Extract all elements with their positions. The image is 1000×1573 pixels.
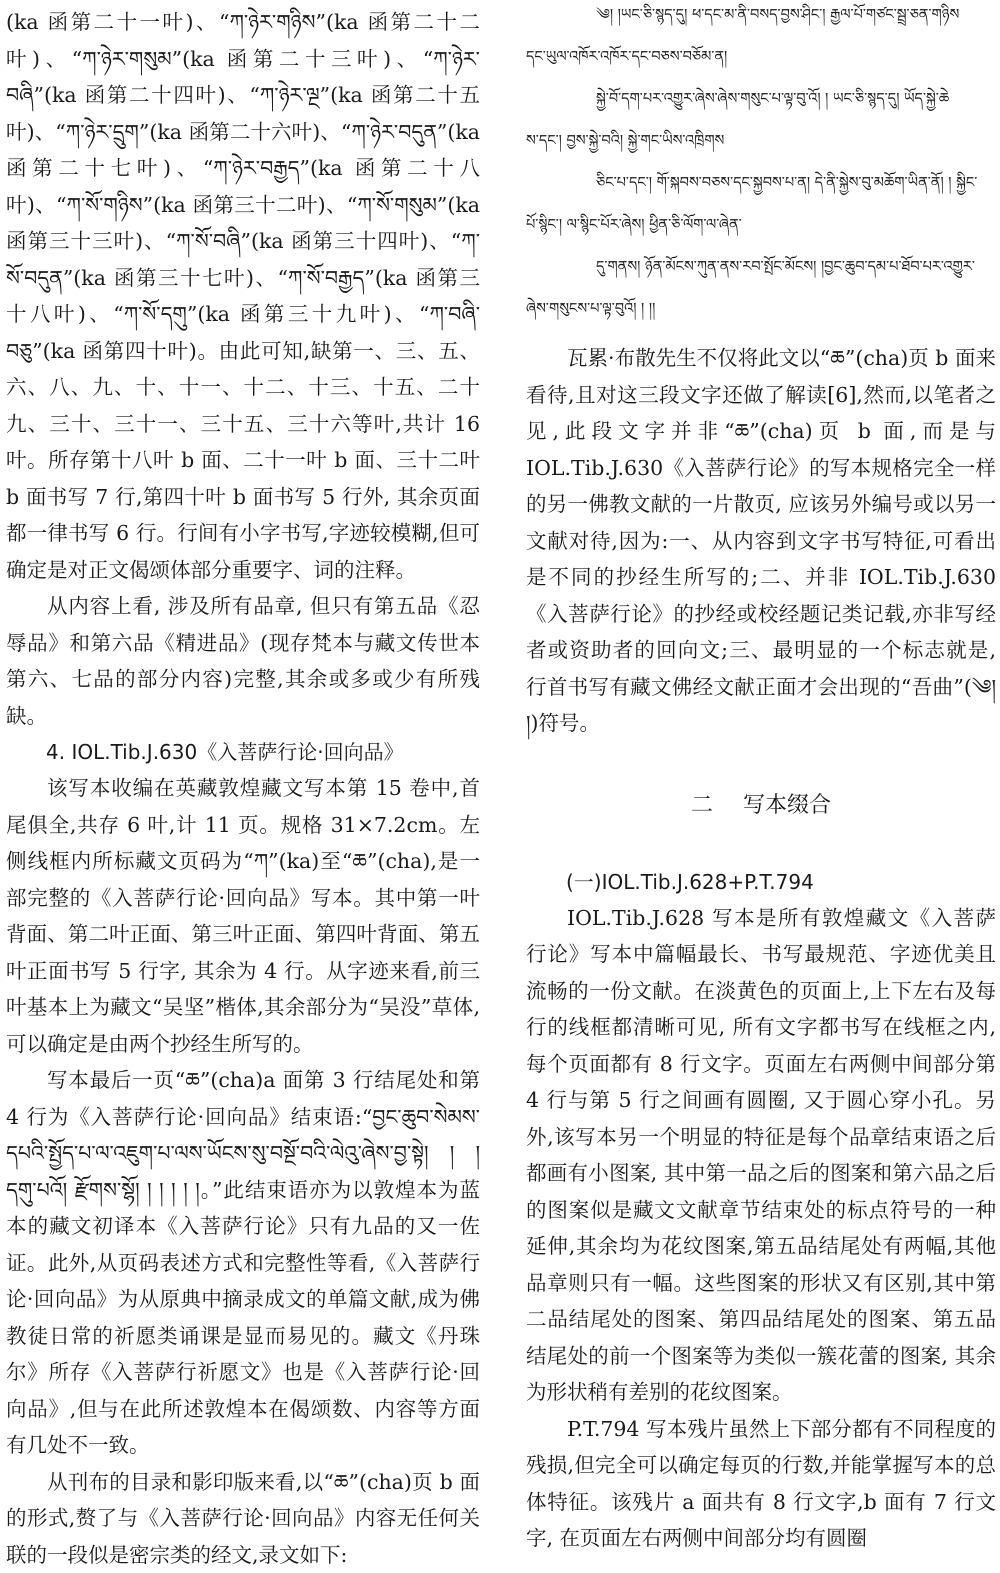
subsection-heading: (一)IOL.Tib.J.628+P.T.794 [526, 864, 996, 900]
tibetan-line: པོ་སྙིང་། ལ་སྙིང་པོར་ཞེས། ཕྱིན་ཅི་ལོག་ལ་ཞེན་ [526, 214, 996, 236]
subsection-heading: 4. IOL.Tib.J.630《入菩萨行论·回向品》 [6, 734, 480, 770]
body-paragraph: (ka 函第二十一叶)、“ཀ་ཉེར་གཉིས”(ka 函第二十二叶)、“ཀ་ཉེར་གསུམ”(ka 函第二十三叶)、“ཀ་ཉེར་བཞི”(ka 函第二十四叶)、“ཀ་ཉེར་ལྔ”(ka 函第二十五叶)、“ཀ་ཉེར་དྲུག”(ka 函第二十六叶)、“ཀ་ཉེར་བདུན”(ka 函第二十七叶)、“ཀ་ཉེར་བརྒྱད”(ka 函第二十八叶)、“ཀ་སོ་གཉིས”(ka 函第三十二叶)、“ཀ་སོ་གསུམ”(ka 函第三十三叶)、“ཀ་སོ་བཞི”(ka 函第三十四叶)、“ཀ་སོ་བདུན”(ka 函第三十七叶)、“ཀ་སོ་བརྒྱད”(ka 函第三十八叶)、“ཀ་སོ་དགུ”(ka 函第三十九叶)、“ཀ་བཞི་བཅུ”(ka 函第四十叶)。由此可知,缺第一、三、五、六、八、九、十、十一、十二、十三、十五、二十九、三十、三十一、三十五、三十六等叶,共计 16 叶。所存第十八叶 b 面、二十一叶 b 面、三十二叶 b 面书写 7 行,第四十叶 b 面书写 5 行外, 其余页面都一律书写 6 行。行间有小字书写,字迹较模糊,但可确定是对正文偈颂体部分重要字、词的注释。 [6, 4, 480, 588]
tibetan-line: དུ་གནས། ཉོན་མོངས་ཀུན་ནས་རབ་སྤོང་མོངས། །བྱང་ཆུབ་དམ་པ་ཐོབ་པར་འགྱུར་ [526, 256, 996, 278]
body-paragraph: 该写本收编在英藏敦煌藏文写本第 15 卷中,首尾俱全,共存 6 叶,计 11 页。规格 31×7.2cm。左侧线框内所标藏文页码为“ཀ”(ka)至“ཆ”(cha),是一部完整的《入菩萨行论·回向品》写本。其中第一叶背面、第二叶正面、第三叶正面、第四叶背面、第五叶正面书写 5 行字, 其余为 4 行。从字迹来看,前三叶基本上为藏文“吴坚”楷体,其余部分为“吴没”草体,可以确定是由两个抄经生所写的。 [6, 770, 480, 1062]
body-paragraph: 写本最后一页“ཆ”(cha)a 面第 3 行结尾处和第 4 行为《入菩萨行论·回向品》结束语:“བྱང་ཆུབ་སེམས་དཔའི་སྤྱོད་པ་ལ་འཇུག་པ་ལས་ཡོངས་སུ་བསྔོ་བའི་ལེའུ་ཞེས་བྱ་སྟེ། ། ། དགུ་པའོ། རྫོགས་སྷོ། ། ། ། ། །。”此结束语亦为以敦煌本为蓝本的藏文初译本《入菩萨行论》只有九品的又一佐证。此外,从页码表述方式和完整性等看,《入菩萨行论·回向品》为从原典中摘录成文的单篇文献,成为佛教徒日常的祈愿类诵课是显而易见的。藏文《丹珠尔》所存《入菩萨行祈愿文》也是《入菩萨行论·回向品》,但与在此所述敦煌本在偈颂数、内容等方面有几处不一致。 [6, 1062, 480, 1464]
body-paragraph: 从内容上看, 涉及所有品章, 但只有第五品《忍辱品》和第六品《精进品》(现存梵本与藏文传世本第六、七品的部分内容)完整,其余或多或少有所残缺。 [6, 588, 480, 734]
section-number: 二 [691, 793, 713, 818]
body-paragraph: 从刊布的目录和影印版来看,以“ཆ”(cha)页 b 面的形式,赘了与《入菩萨行论·回向品》内容无任何关联的一段似是密宗类的经文,录文如下: [6, 1464, 480, 1573]
tibetan-line: ༄། །ཡང་ཅི་སྙད་དུ། ཕ་དང་མ་ནི་བསད་བྱས་ཤིང་། རྒྱལ་པོ་གཙང་སྦྲ་ཅན་གཉིས [526, 4, 996, 26]
tibetan-line: ས་དང་། བྱས་སྐྱེ་བའི། སྐྱེ་གང་ཡིས་འཁྲིགས [526, 130, 996, 152]
tibetan-quotation [526, 4, 996, 320]
section-heading [526, 788, 996, 824]
tibetan-line: སྐྱེ་བོ་དག་པར་འགྱུར་ཞེས་ཞེས་གསུང་པ་ལྟ་བུ་འོ། ། ཡང་ཅི་སྙད་དུ། ཡོད་སྐྱེ་ཆེ [526, 88, 996, 110]
tibetan-line: ཞེས་གསུངས་པ་ལྟ་བུའོ། ། །། [526, 298, 996, 320]
right-column [526, 4, 996, 1557]
tibetan-line: ཅིང་པ་དང་། གོ་སྐབས་བཅས་དང་སྐྱབས་པ་ན། དེ་ནི་སྐྱེས་བུ་མཆོག་ཡིན་ནོ། ། སྐྱིང་ [526, 172, 996, 194]
section-title: 写本缀合 [743, 793, 831, 818]
body-paragraph: P.T.794 写本残片虽然上下部分都有不同程度的残损,但完全可以确定每页的行数,并能掌握写本的总体特征。该残片 a 面共有 8 行文字,b 面有 7 行文字, 在页面左右两侧中间部分均有圆圈 [526, 1411, 996, 1557]
left-column [6, 4, 480, 1573]
body-paragraph: 瓦累·布散先生不仅将此文以“ཆ”(cha)页 b 面来看待,且对这三段文字还做了解读[6],然而,以笔者之见,此段文字并非“ཆ”(cha)页 b 面,而是与 IOL.Tib.J.630《入菩萨行论》的写本规格完全一样的另一佛教文献的一片散页, 应该另外编号或以另一文献对待,因为:一、从内容到文字书写特征,可看出是不同的抄经生所写的;二、并非 IOL.Tib.J.630《入菩萨行论》的抄经或校经题记类记载,亦非写经者或资助者的回向文;三、最明显的一个标志就是, 行首书写有藏文佛经文献正面才会出现的“吾曲”(༄། །)符号。 [526, 340, 996, 742]
tibetan-line: དང་ཡུལ་འཁོར་འཁོར་དང་བཅས་བཅོམ་ན། [526, 46, 996, 68]
body-paragraph: IOL.Tib.J.628 写本是所有敦煌藏文《入菩萨行论》写本中篇幅最长、书写最规范、字迹优美且流畅的一份文献。在淡黄色的页面上,上下左右及每行的线框都清晰可见, 所有文字都书写在线框之内,每个页面都有 8 行文字。页面左右两侧中间部分第 4 行与第 5 行之间画有圆圈, 又于圆心穿小孔。另外,该写本另一个明显的特征是每个品章结束语之后都画有小图案, 其中第一品之后的图案和第六品之后的图案似是藏文文献章节结束处的标点符号的一种延伸,其余均为花纹图案,第五品结尾处有两幅,其他品章则只有一幅。这些图案的形状又有区别,其中第二品结尾处的图案、第四品结尾处的图案、第五品结尾处的前一个图案等为类似一簇花蕾的图案, 其余为形状稍有差别的花纹图案。 [526, 900, 996, 1411]
